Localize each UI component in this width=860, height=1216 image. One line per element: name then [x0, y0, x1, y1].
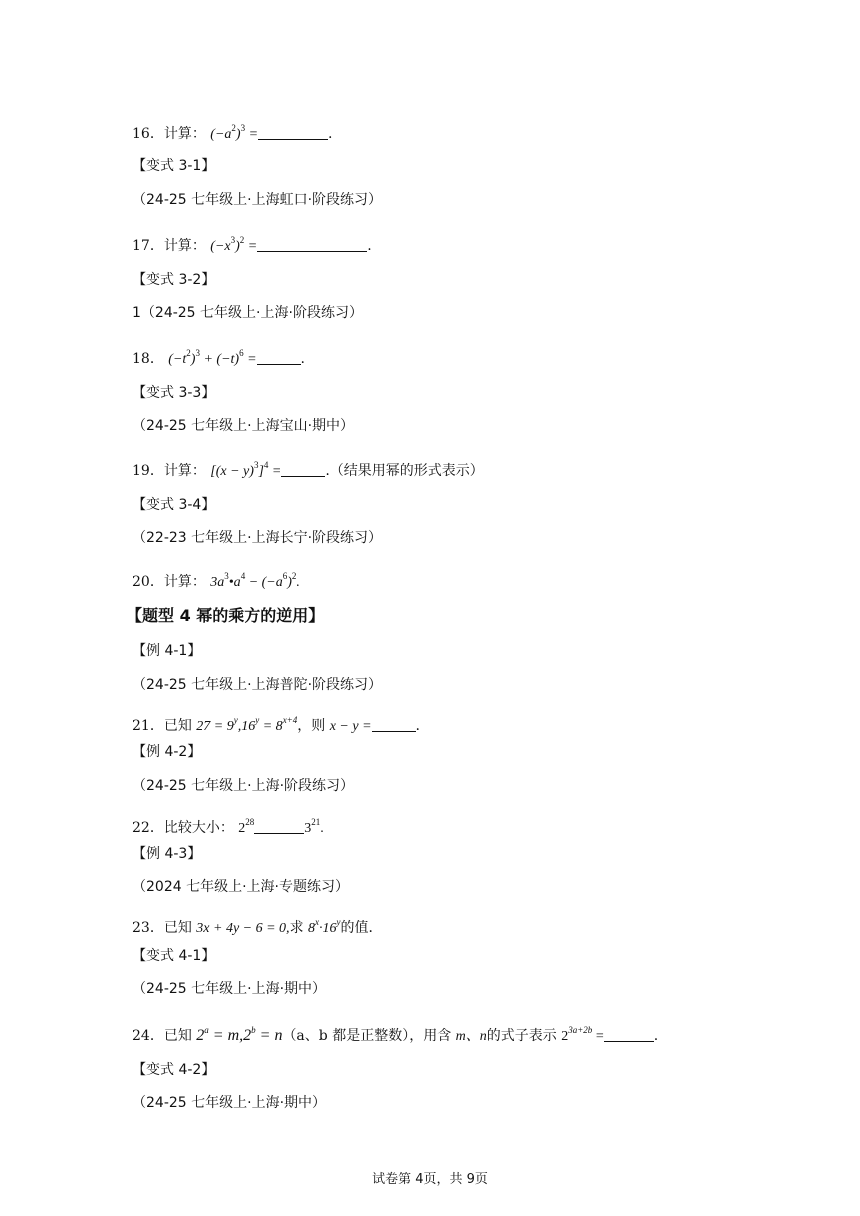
math-expression: $2^a = m,2^b = n$	[196, 1025, 283, 1044]
math-expression: x − y =	[329, 719, 372, 734]
question-lead: 比较大小：	[163, 820, 234, 836]
question-text: 的值．	[340, 920, 383, 936]
question-lead: 已知	[163, 920, 192, 936]
variant-tag: 【变式 3-1】	[132, 158, 216, 174]
question-number: 17．	[132, 238, 164, 254]
question-lead: 计算：	[163, 574, 206, 590]
math-expression: $2^{28}$	[238, 817, 255, 836]
example-tag: 【例 4-1】	[132, 643, 202, 659]
source-note: （22-23 七年级上·上海长宁·阶段练习）	[132, 530, 383, 546]
question-16: 16．计算： $(-a^2)^3$ = .	[132, 123, 333, 142]
section-heading: 【题型 4 幂的乘方的逆用】	[126, 606, 325, 625]
variant-tag: 【变式 4-1】	[132, 948, 216, 964]
question-number: 20．	[132, 574, 164, 590]
question-note: （结果用幂的形式表示）	[329, 463, 484, 479]
variant-tag: 【变式 3-3】	[132, 385, 216, 401]
question-lead: 计算：	[163, 126, 206, 142]
answer-blank[interactable]	[372, 717, 416, 732]
math-expression: $[(x - y)^3]^4$ =	[210, 460, 282, 479]
source-note: （24-25 七年级上·上海·期中）	[132, 1095, 327, 1111]
question-21: 21．已知 $27 = 9^y,16^y = 8^{x+4}$，则 x − y = .	[132, 715, 420, 734]
variant-tag: 【变式 3-4】	[132, 497, 216, 513]
math-expression: $3a^3•a^4 - (-a^6)^2$.	[210, 571, 300, 590]
answer-blank[interactable]	[257, 350, 301, 365]
variant-tag: 【变式 3-2】	[132, 272, 216, 288]
question-number: 23．	[132, 920, 164, 936]
question-20	[132, 566, 300, 593]
page-footer: 试卷第 4页，共 9页	[372, 1172, 488, 1187]
math-expression: $(-a^2)^3$ =	[210, 123, 259, 142]
answer-blank[interactable]	[257, 237, 367, 252]
math-expression: $3^{21}$.	[304, 817, 324, 836]
question-text: 的式子表示	[486, 1028, 557, 1044]
answer-blank[interactable]	[254, 819, 304, 834]
question-number: 24．	[132, 1028, 164, 1044]
math-expression: $27 = 9^y,16^y = 8^{x+4}$	[196, 715, 298, 734]
source-note: （24-25 七年级上·上海普陀·阶段练习）	[132, 677, 383, 693]
answer-blank[interactable]	[281, 462, 325, 477]
answer-blank[interactable]	[604, 1027, 654, 1042]
question-text: （a、b 都是正整数），用含	[282, 1028, 452, 1044]
answer-blank[interactable]	[258, 125, 328, 140]
math-expression: $(-t^2)^3 + (-t)^6$ =	[168, 348, 257, 367]
question-lead: 已知	[163, 1028, 192, 1044]
variant-tag: 【变式 4-2】	[132, 1062, 216, 1078]
question-lead: 已知	[163, 718, 192, 734]
question-number: 22．	[132, 820, 164, 836]
question-24: 24．已知 $2^a = m,2^b = n(a$、b 都是正整数），用含 m、n的式子表示 $2^{3a+2b}$ = .	[132, 1025, 659, 1044]
question-text: 求	[289, 920, 304, 936]
math-expression: $(-x^3)^2$ =	[210, 235, 258, 254]
math-expression: $2^{3a+2b}$ =	[561, 1025, 604, 1044]
question-number: 18．	[132, 351, 164, 367]
question-number: 16．	[132, 126, 164, 142]
question-23	[132, 912, 383, 939]
source-note: 1（24-25 七年级上·上海·阶段练习）	[132, 305, 363, 321]
question-number: 19．	[132, 463, 164, 479]
source-note: （24-25 七年级上·上海·阶段练习）	[132, 778, 355, 794]
question-22	[132, 812, 324, 839]
question-text: ，则	[297, 718, 326, 734]
question-number: 21．	[132, 718, 164, 734]
example-tag: 【例 4-3】	[132, 846, 202, 862]
math-expression: 3x + 4y − 6 = 0,	[196, 921, 290, 936]
source-note: （24-25 七年级上·上海虹口·阶段练习）	[132, 192, 383, 208]
question-lead: 计算：	[163, 463, 206, 479]
question-17: 17．计算： $(-x^3)^2$ = .	[132, 235, 372, 254]
math-expression: $8^x\cdot 16^y$	[308, 917, 341, 936]
source-note: （24-25 七年级上·上海宝山·期中）	[132, 418, 355, 434]
example-tag: 【例 4-2】	[132, 744, 202, 760]
source-note: （24-25 七年级上·上海·期中）	[132, 981, 327, 997]
question-19: 19．计算： $[(x - y)^3]^4$ = .（结果用幂的形式表示）	[132, 460, 484, 479]
source-note: （2024 七年级上·上海·专题练习）	[132, 879, 349, 895]
question-18: 18． $(-t^2)^3 + (-t)^6$ = .	[132, 348, 305, 367]
math-expression: m、n	[455, 1029, 487, 1044]
question-lead: 计算：	[163, 238, 206, 254]
